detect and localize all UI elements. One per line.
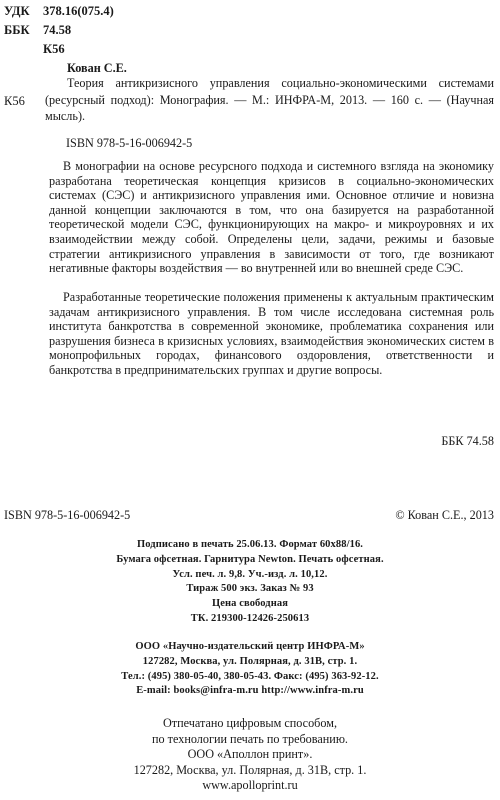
printer-name: ООО «Аполлон принт». <box>187 747 313 761</box>
copyright-line: © Кован С.Е., 2013 <box>395 508 494 522</box>
imprint-line-6: ТК. 219300-12426-250613 <box>190 612 310 624</box>
publisher-block <box>0 640 500 699</box>
imprint-line-1: Подписано в печать 25.06.13. Формат 60х88/16. <box>136 539 364 550</box>
imprint-line-3: Усл. печ. л. 9,8. Уч.-изд. л. 10,12. <box>172 568 328 580</box>
printer-block <box>0 716 500 794</box>
printer-line-2: по технологии печать по требованию. <box>152 731 348 746</box>
printer-address: 127282, Москва, ул. Полярная, д. 31В, стр. 1. <box>133 762 367 777</box>
isbn-record: ISBN 978-5-16-006942-5 <box>66 136 193 150</box>
publisher-name: ООО «Научно-издательский центр ИНФРА-М» <box>135 641 365 652</box>
publisher-address: 127282, Москва, ул. Полярная, д. 31В, стр. 1. <box>142 655 358 667</box>
printer-line-1: Отпечатано цифровым способом, <box>162 716 337 730</box>
bbk-value: 74.58 <box>43 23 72 37</box>
imprint-block <box>0 538 500 627</box>
printer-website: www.apolloprint.ru <box>202 778 298 792</box>
bbk-line <box>4 23 71 38</box>
author-name: Кован С.Е. <box>67 61 127 75</box>
author-mark-side: К56 <box>4 94 25 108</box>
imprint-line-4: Тираж 500 экз. Заказ № 93 <box>186 583 314 595</box>
bbk-label: ББК <box>4 23 30 37</box>
isbn-footer: ISBN 978-5-16-006942-5 <box>4 508 131 522</box>
udk-value: 378.16(075.4) <box>43 4 114 18</box>
bibliographic-description: Теория антикризисного управления социально-экономическими системами (ресурсный подход): Монография. — М.: ИНФРА-М, 2013. — 160 с. — (Научная мысль). <box>45 76 494 123</box>
author-mark-top: К56 <box>43 42 65 56</box>
udk-line <box>4 4 114 19</box>
imprint-line-5: Цена свободная <box>211 598 288 610</box>
udk-label: УДК <box>4 4 30 18</box>
imprint-line-2: Бумага офсетная. Гарнитура Newton. Печать офсетная. <box>116 553 384 565</box>
publisher-contacts: E-mail: books@infra-m.ru http://www.infra-m.ru <box>136 685 364 697</box>
publisher-phone: Тел.: (495) 380-05-40, 380-05-43. Факс: (495) 363-92-12. <box>121 670 379 682</box>
bibliographic-record <box>45 61 494 76</box>
abstract-paragraph-1: В монографии на основе ресурсного подхода и системного взгляда на экономику разработана теоретическая концепция кризисов в социально-экономических системах (СЭС) и антикризисного управления ими. Основное отличие и новизна данной концепции заключаются в том, что она базируется на разработанной теоретической модели СЭС, функционирующих на макро- и микроуровнях и их взаимодействии между собой. Определены цели, задачи, режимы и базовые стратегии антикризисного управления в зависимости от того, где возникают негативные факторы воздействия — во внутренней или во внешней среде СЭС. <box>49 159 494 276</box>
abstract-paragraph-2: Разработанные теоретические положения применены к актуальным практическим задачам антикризисного управления. В том числе исследована системная роль института банкротства в современной экономике, проблематика сохранения или разрушения бизнеса в кризисных условиях, взаимодействия экономических систем в монопрофильных городах, финансового оздоровления, ответственности и банкротства в предпринимательских группах и другие вопросы. <box>49 290 494 377</box>
bbk-footer: ББК 74.58 <box>441 434 494 448</box>
